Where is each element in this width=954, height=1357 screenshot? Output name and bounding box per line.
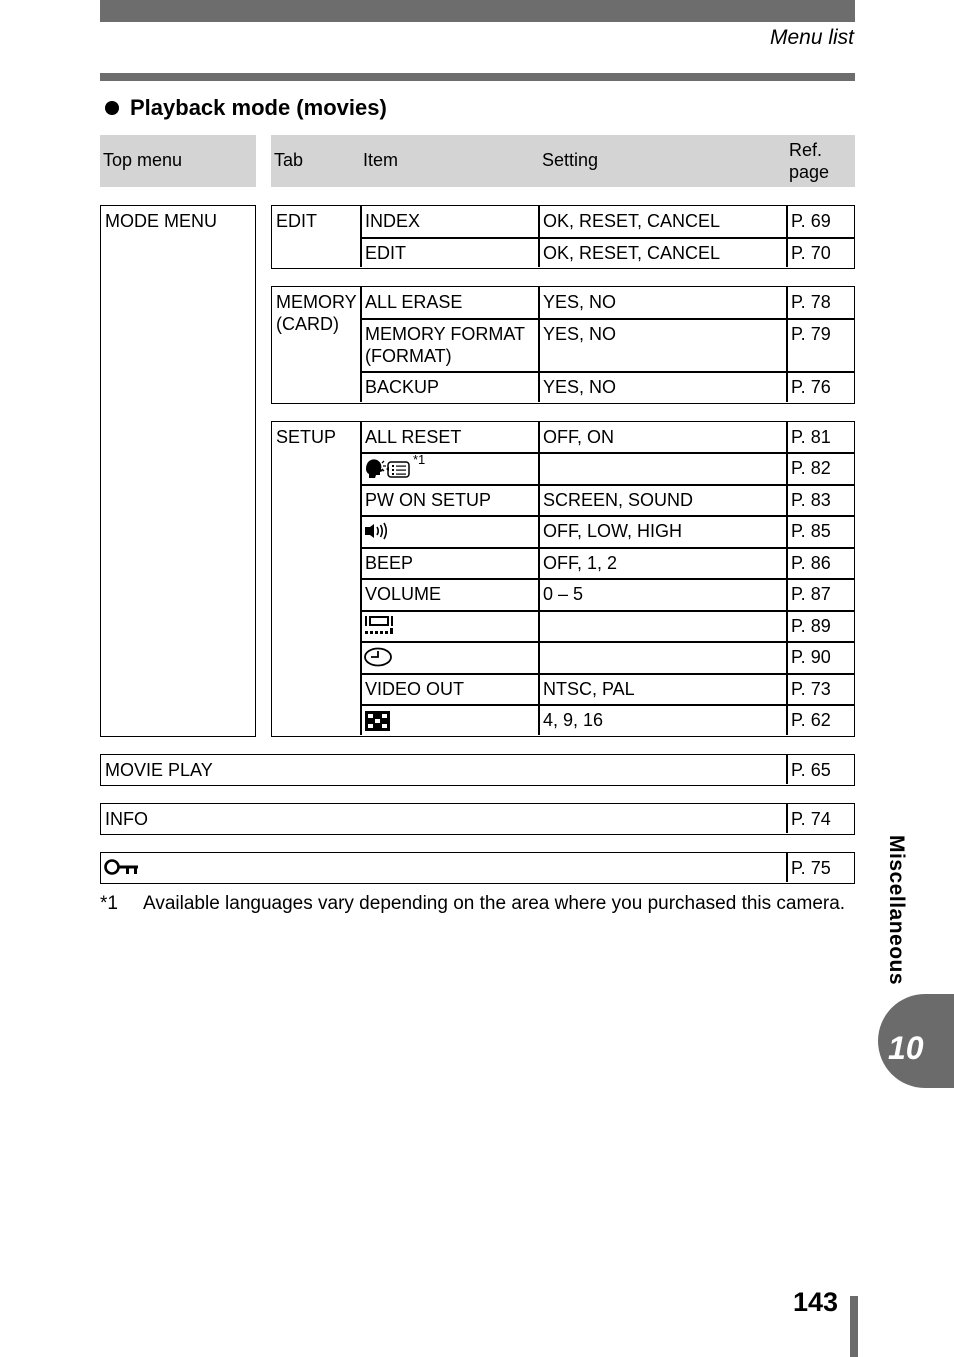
table-row-ref: P. 89	[791, 616, 831, 636]
index-display-icon	[365, 711, 390, 731]
edit-tab-label: EDIT	[276, 211, 318, 231]
table-row-ref: P. 86	[791, 553, 831, 573]
table-row-setting: 4, 9, 16	[543, 710, 604, 730]
table-row-item: ALL RESET	[365, 427, 462, 447]
table-row-setting	[540, 644, 546, 648]
table-row-setting: OFF, ON	[543, 427, 614, 447]
table-row-ref: P. 87	[791, 584, 831, 604]
info-label: INFO	[105, 809, 148, 829]
language-icon	[364, 457, 412, 479]
table-row-ref: P. 82	[791, 458, 831, 478]
protect-row	[100, 852, 855, 884]
table-row-ref: P. 65	[791, 760, 831, 780]
table-row-ref: P. 69	[791, 211, 831, 231]
section-title-text: Playback mode (movies)	[130, 95, 387, 120]
table-row-item: BEEP	[365, 553, 414, 573]
table-row-setting: YES, NO	[543, 292, 617, 312]
table-row-setting: 0 – 5	[543, 584, 584, 604]
header-setting: Setting	[542, 150, 599, 170]
movie-play-row	[100, 754, 855, 786]
table-row-setting: NTSC, PAL	[543, 679, 635, 699]
table-row-item: VOLUME	[365, 584, 442, 604]
info-row	[100, 803, 855, 835]
memory-tab-label: MEMORY (CARD)	[276, 292, 357, 334]
table-row-setting: SCREEN, SOUND	[543, 490, 694, 510]
table-row-item: PW ON SETUP	[365, 490, 492, 510]
speaker-icon	[364, 521, 392, 541]
table-row-setting	[540, 613, 546, 617]
page-number: 143	[793, 1287, 839, 1317]
table-row-setting: OK, RESET, CANCEL	[543, 243, 721, 263]
monitor-brightness-icon	[364, 615, 396, 637]
top-bar	[100, 0, 855, 22]
table-row-item: INDEX	[365, 211, 421, 231]
side-tab-label: Miscellaneous	[885, 835, 908, 986]
movie-play-label: MOVIE PLAY	[105, 760, 213, 780]
setup-tab-group	[271, 421, 855, 737]
table-row-setting: YES, NO	[543, 324, 617, 344]
mode-menu-box	[100, 205, 256, 737]
table-row-ref: P. 90	[791, 647, 831, 667]
table-row-item: BACKUP	[365, 377, 440, 397]
header-top-menu: Top menu	[103, 150, 183, 170]
page-number-bar	[850, 1296, 858, 1357]
table-row-setting: YES, NO	[543, 377, 617, 397]
table-row-setting: OFF, 1, 2	[543, 553, 618, 573]
table-row-ref: P. 78	[791, 292, 831, 312]
table-row-ref: P. 79	[791, 324, 831, 344]
footnote	[100, 893, 845, 915]
table-row-setting	[540, 455, 546, 459]
table-row-setting: OFF, LOW, HIGH	[543, 521, 683, 541]
table-row-setting: OK, RESET, CANCEL	[543, 211, 721, 231]
table-row-ref: P. 74	[791, 809, 831, 829]
table-row-ref: P. 83	[791, 490, 831, 510]
table-row-ref: P. 81	[791, 427, 831, 447]
table-row-ref: P. 73	[791, 679, 831, 699]
table-row-ref: P. 62	[791, 710, 831, 730]
table-row-ref: P. 76	[791, 377, 831, 397]
setup-tab-label: SETUP	[276, 427, 337, 447]
table-row-ref: P. 75	[791, 858, 831, 878]
header-item: Item	[363, 150, 399, 170]
table-row-item: EDIT	[365, 243, 407, 263]
section-title	[105, 95, 387, 121]
footnote-mark: *1	[100, 893, 118, 914]
header-ref-page: Ref. page	[789, 140, 830, 182]
page-header-title: Menu list	[769, 26, 854, 49]
table-row-ref: P. 85	[791, 521, 831, 541]
table-row-item: MEMORY FORMAT (FORMAT)	[365, 324, 526, 366]
protect-key-icon	[104, 858, 140, 876]
mode-menu-label: MODE MENU	[105, 211, 217, 231]
header-divider-bar	[100, 73, 855, 81]
clock-icon	[364, 647, 394, 667]
footnote-text: Available languages vary depending on the area where you purchased this camera.	[143, 893, 846, 914]
table-row-ref: P. 70	[791, 243, 831, 263]
chapter-number: 10	[888, 1030, 924, 1066]
footnote-mark: *1	[413, 452, 426, 467]
table-row-item: ALL ERASE	[365, 292, 463, 312]
table-row-item: VIDEO OUT	[365, 679, 465, 699]
header-tab: Tab	[274, 150, 304, 170]
edit-tab-group	[271, 205, 855, 269]
bullet-icon	[105, 101, 119, 115]
memory-tab-group	[271, 286, 855, 404]
